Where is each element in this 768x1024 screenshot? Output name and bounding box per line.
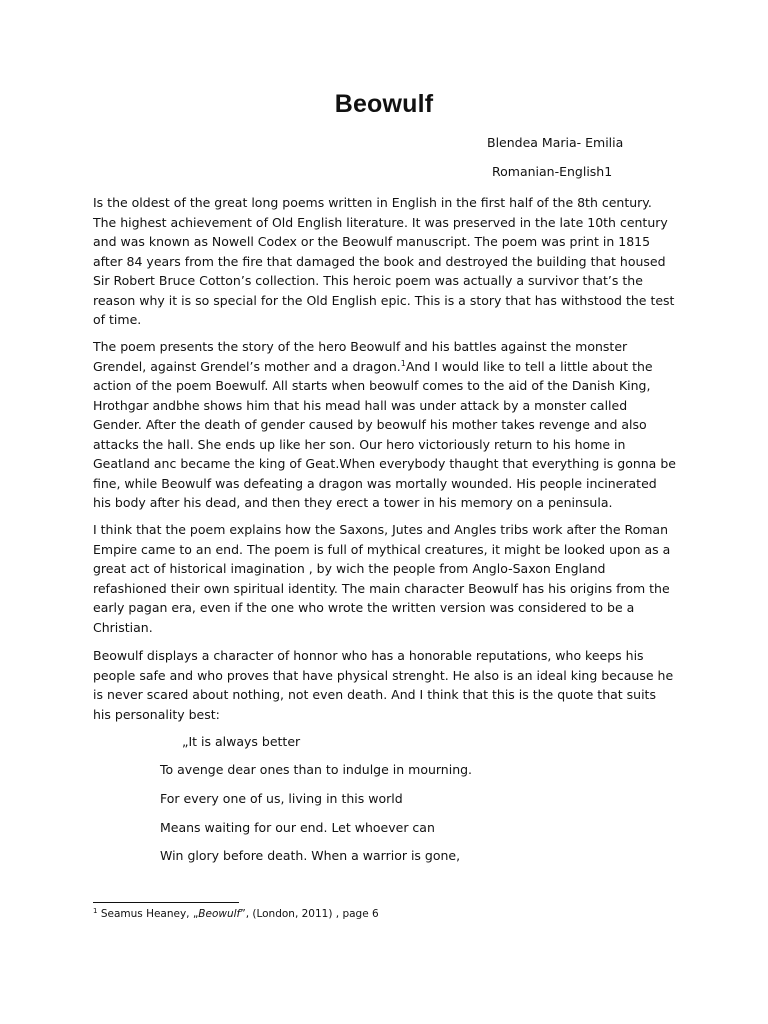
quote-line-5: Win glory before death. When a warrior is gone, [160,848,461,863]
paragraph-line: The poem presents the story of the hero Beowulf and his battles against the monster [93,339,628,354]
paragraph-line: Is the oldest of the great long poems written in English in the first half of the 8th century. [93,195,652,210]
paragraph-line: his body after his dead, and then they erect a tower in his memory on a peninsula. [93,495,613,510]
footnote-reference[interactable]: 1 [400,358,406,368]
paragraph-line: Sir Robert Bruce Cotton’s collection. This heroic poem was actually a survivor that’s the [93,273,643,288]
paragraph-line: great act of historical imagination , by wich the people from Anglo-Saxon England [93,561,606,576]
paragraph-1 [93,193,678,330]
paragraph-line: Christian. [93,619,153,635]
footnote-separator [93,902,239,903]
paragraph-line: I think that the poem explains how the Saxons, Jutes and Angles tribs work after the Roman [93,522,669,537]
quote-line-4: Means waiting for our end. Let whoever can [160,820,435,835]
footnote [93,907,379,921]
paragraph-line: people safe and who proves that have physical strenght. He also is an ideal king because he [93,667,674,683]
quote-line-2: To avenge dear ones than to indulge in mourning. [160,762,473,777]
paragraph-line: attacks the hall. She ends up like her son. Our hero victoriously return to his home in [93,436,626,452]
paragraph-line: Geatland anc became the king of Geat.When everybody thaught that everything is gonna be [93,456,676,471]
quote-line-3: For every one of us, living in this world [160,791,403,806]
footnote-book-title: Beowulf [198,908,241,920]
paragraph-line: Hrothgar andbhe shows him that his mead hall was under attack by a monster called [93,397,628,413]
paragraph-line: The highest achievement of Old English literature. It was preserved in the late 10th century [93,214,668,230]
paragraph-line: Empire came to an end. The poem is full of mythical creatures, it might be looked upon as a [93,541,671,557]
paragraph-line: early pagan era, even if the one who wrote the written version was considered to be a [93,600,635,615]
paragraph-line: his personality best: [93,706,220,722]
author-name: Blendea Maria- Emilia [487,135,624,150]
paragraph-line: reason why it is so special for the Old English epic. This is a story that has withstood the test [93,292,675,308]
paragraph-line: after 84 years from the fire that damaged the book and destroyed the building that housed [93,253,666,269]
paragraph-line: of time. [93,312,142,327]
paragraph-2 [93,337,678,513]
paragraph-line: Beowulf displays a character of honnor who has a honorable reputations, who keeps his [93,648,644,663]
paragraph-line: Gender. After the death of gender caused by beowulf his mother takes revenge and also [93,417,647,432]
paragraph-3 [93,520,678,637]
paragraph-line: is never scared about nothing, not even death. And I think that this is the quote that suits [93,687,656,702]
paragraph-text: Grendel, against Grendel’s mother and a dragon. [93,358,401,374]
paragraph-text: And I would like to tell a little about the [405,358,653,374]
paragraph-line: refashioned their own spiritual identity. The main character Beowulf has his origins from the [93,580,670,596]
footnote-text: ”, (London, 2011) , page 6 [240,908,379,920]
footnote-number: 1 [93,907,98,915]
paragraph-line: action of the poem Boewulf. All starts when beowulf comes to the aid of the Danish King, [93,378,651,393]
paragraph-line [93,357,678,377]
paragraph-line: and was known as Nowell Codex or the Beowulf manuscript. The poem was print in 1815 [93,234,651,249]
paragraph-line: fine, while Beowulf was defeating a dragon was mortally wounded. His people incinerated [93,475,657,491]
document-title: Beowulf [334,90,434,118]
author-group: Romanian-English1 [492,164,613,179]
paragraph-4 [93,646,678,724]
footnote-text: Seamus Heaney, „ [100,908,199,920]
quote-line-1: „It is always better [182,734,301,749]
